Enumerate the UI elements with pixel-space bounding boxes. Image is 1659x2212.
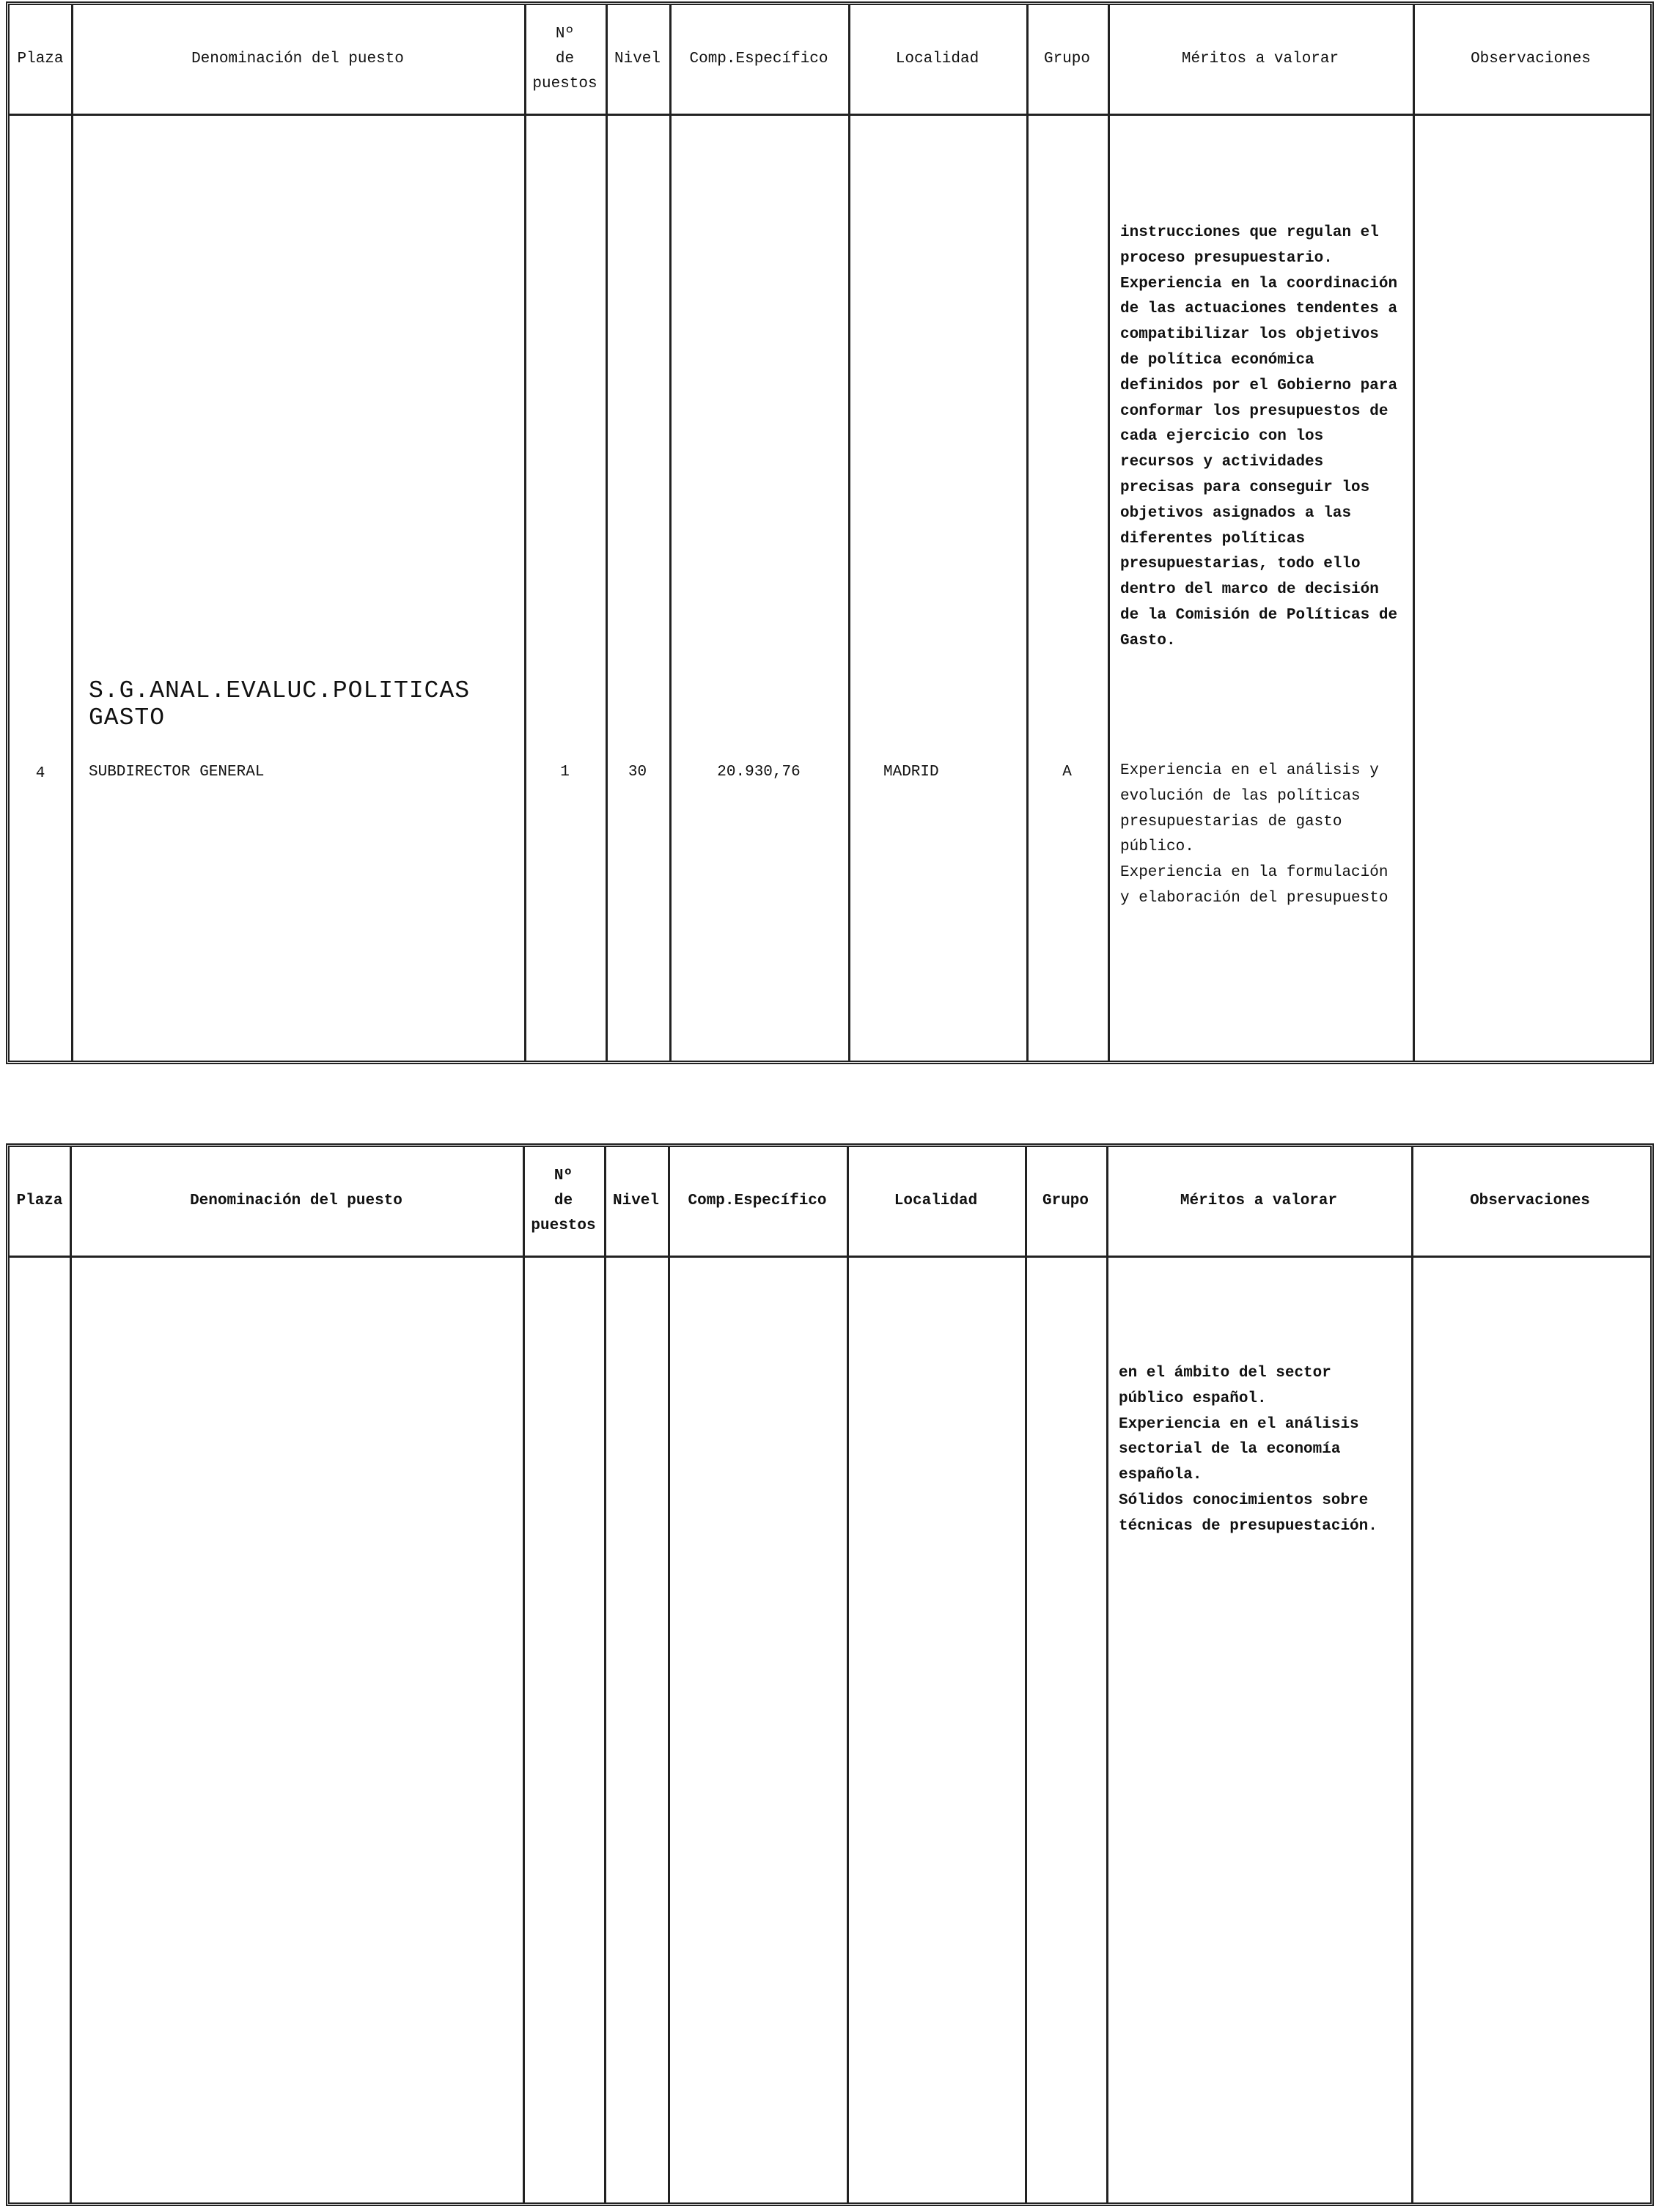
column-divider <box>70 1147 72 2202</box>
column-divider <box>847 1147 849 2202</box>
cell-localidad: MADRID <box>883 764 939 781</box>
column-divider <box>1025 1147 1027 2202</box>
header-divider <box>10 1256 1650 1258</box>
column-divider <box>669 5 672 1061</box>
header-num-puestos: Nº de puestos <box>531 1168 596 1234</box>
cell-denominacion: SUBDIRECTOR GENERAL <box>89 764 265 781</box>
column-divider <box>524 5 526 1061</box>
table-page-1 <box>6 1 1654 1064</box>
header-divider <box>10 114 1650 116</box>
column-divider <box>606 5 608 1061</box>
header-nivel: Nivel <box>612 1192 659 1209</box>
header-nivel: Nivel <box>614 51 661 67</box>
cell-num-puestos: 1 <box>560 764 570 781</box>
header-plaza: Plaza <box>17 51 64 67</box>
column-divider <box>71 5 73 1061</box>
cell-plaza: 4 <box>35 765 45 782</box>
header-num-puestos: Nº de puestos <box>532 26 597 92</box>
header-localidad: Localidad <box>894 1192 978 1209</box>
column-divider <box>1411 1147 1413 2202</box>
header-plaza: Plaza <box>16 1192 63 1209</box>
header-observaciones: Observaciones <box>1471 51 1591 67</box>
header-meritos: Méritos a valorar <box>1181 51 1339 67</box>
cell-nivel: 30 <box>628 764 647 781</box>
column-divider <box>1026 5 1029 1061</box>
header-denominacion: Denominación del puesto <box>191 51 404 67</box>
unit-title: S.G.ANAL.EVALUC.POLITICAS GASTO <box>89 677 471 731</box>
cell-meritos: Experiencia en el análisis y evolución de las políticas presupuestarias de gasto público. Experiencia en la formulación y elaboración del presupuesto <box>1120 762 1388 907</box>
header-grupo: Grupo <box>1042 1192 1089 1209</box>
header-denominacion: Denominación del puesto <box>190 1192 402 1209</box>
cell-grupo: A <box>1062 764 1072 781</box>
header-grupo: Grupo <box>1043 51 1090 67</box>
merits-continued-text: instrucciones que regulan el proceso presupuestario. Experiencia en la coordinación de las actuaciones tendentes a compatibilizar los objetivos de política económica definidos por el Gobierno para conformar los presupuestos de cada ejercicio con los recursos y actividades precisas para conseguir los objetivos asignados a las diferentes políticas presupuestarias, todo ello dentro del marco de decisión de la Comisión de Políticas de Gasto. <box>1120 224 1398 649</box>
header-meritos: Méritos a valorar <box>1180 1192 1338 1209</box>
column-divider <box>668 1147 670 2202</box>
header-comp-especifico: Comp.Específico <box>688 1192 827 1209</box>
header-observaciones: Observaciones <box>1470 1192 1590 1209</box>
table-page-2 <box>6 1143 1654 2206</box>
cell-comp-especifico: 20.930,76 <box>717 764 801 781</box>
merits-continued-text: en el ámbito del sector público español. Experiencia en el análisis sectorial de la economía española. Sólidos conocimientos sobre técnicas de presupuestación. <box>1119 1365 1377 1535</box>
column-divider <box>523 1147 525 2202</box>
header-localidad: Localidad <box>895 51 979 67</box>
column-divider <box>1108 5 1110 1061</box>
column-divider <box>848 5 850 1061</box>
header-comp-especifico: Comp.Específico <box>689 51 828 67</box>
column-divider <box>604 1147 606 2202</box>
column-divider <box>1106 1147 1108 2202</box>
